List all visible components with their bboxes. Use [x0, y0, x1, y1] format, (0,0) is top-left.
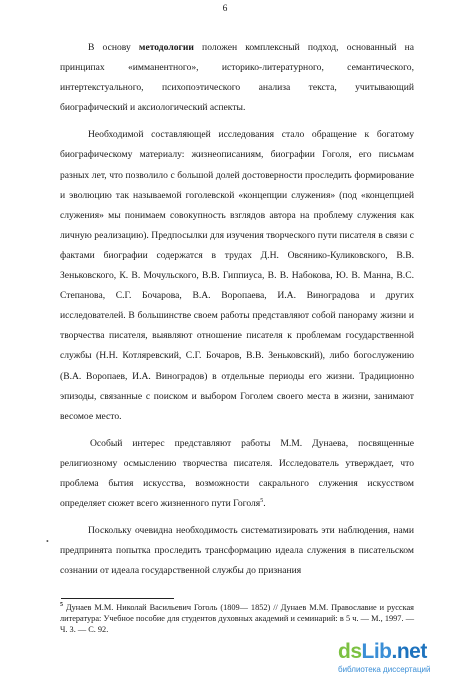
footnote-text: Дунаев М.М. Николай Васильевич Гоголь (1809— 1852) // Дунаев М.М. Православие и русская литература: Учебное пособие для студентов духовных академий и семинарий: в 5 ч. — М., 1997. — Ч. 3. — С. 92.	[60, 603, 414, 634]
paragraph-dunaev-text: Особый интерес представляют работы М.М. Дунаева, посвященные религиозному осмыслению творчества писателя. Исследователь утверждает, что проблема бытия искусства, возможности сакрального служения искусством определяет сюжет всего жизненного пути Гоголя	[60, 437, 414, 510]
paragraph-methodology	[60, 38, 414, 118]
dslib-watermark[interactable]	[330, 640, 450, 681]
logo-ds: ds	[338, 640, 362, 663]
paragraph-methodology-lead: В основу	[88, 42, 139, 53]
paragraph-dunaev-end: .	[263, 498, 266, 510]
logo-lib: Lib	[361, 640, 392, 663]
logo-net: .net	[391, 640, 427, 663]
methodology-term: методологии	[138, 42, 194, 53]
dslib-logo	[338, 640, 427, 664]
dslib-subtitle: библиотека диссертаций	[338, 665, 431, 674]
body-text	[60, 38, 414, 581]
page-number: 6	[222, 4, 228, 14]
paragraph-biography: Необходимой составляющей исследования стало обращение к богатому биографическому материалу: жизнеописаниям, биографии Гоголя, его письмам разных лет, что позволило с большой долей достоверности проследить формирование и эволюцию так называемой гоголевской «концепции служения» (под «концепцией служения» мы понимаем совокупность взглядов автора на проблему служения как личную реализацию). Предпосылки для изучения творческого пути писателя в связи с фактами биографии содержатся в трудах Д.Н. Овсянико-Куликовского, В.В. Зеньковского, К. В. Мочульского, В.В. Гиппиуса, В. В. Набокова, Ю. В. Манна, В.С. Степанова, С.Г. Бочарова, В.А. Воропаева, И.А. Виноградова и других исследователей. В большинстве своем работы представляют собой панораму жизни и творчества писателя, выявляют отношение писателя к проблемам государственной службы (Н.Н. Котляревский, С.Г. Бочаров, В.В. Зеньковский), либо богослужению (В.А. Воропаев, И.А. Виноградов) в отдельные периоды его жизни. Традиционно эпизоды, связанные с поиском и выбором Гоголем своего места в жизни, занимают весомое место.	[60, 129, 414, 422]
paragraph-methodology-rest: положен комплексный подход, основанный на принципах «имманентного», историко-литературного, семантического, интертекстуального, психопоэтического анализа текста, учитывающий биографический и аксиологический аспекты.	[60, 42, 414, 114]
paragraph-dunaev	[60, 434, 414, 514]
paragraph-systematize: Поскольку очевидна необходимость систематизировать эти наблюдения, нами предпринята попытка проследить трансформацию идеала служения в писательском сознании от идеала государственной службы до признания	[60, 525, 414, 577]
footnote	[60, 602, 414, 635]
footnote-divider	[61, 598, 174, 599]
footnote-ref[interactable]: 5	[260, 497, 264, 504]
footnote-number: 5	[60, 602, 63, 609]
margin-mark: •	[46, 537, 49, 546]
